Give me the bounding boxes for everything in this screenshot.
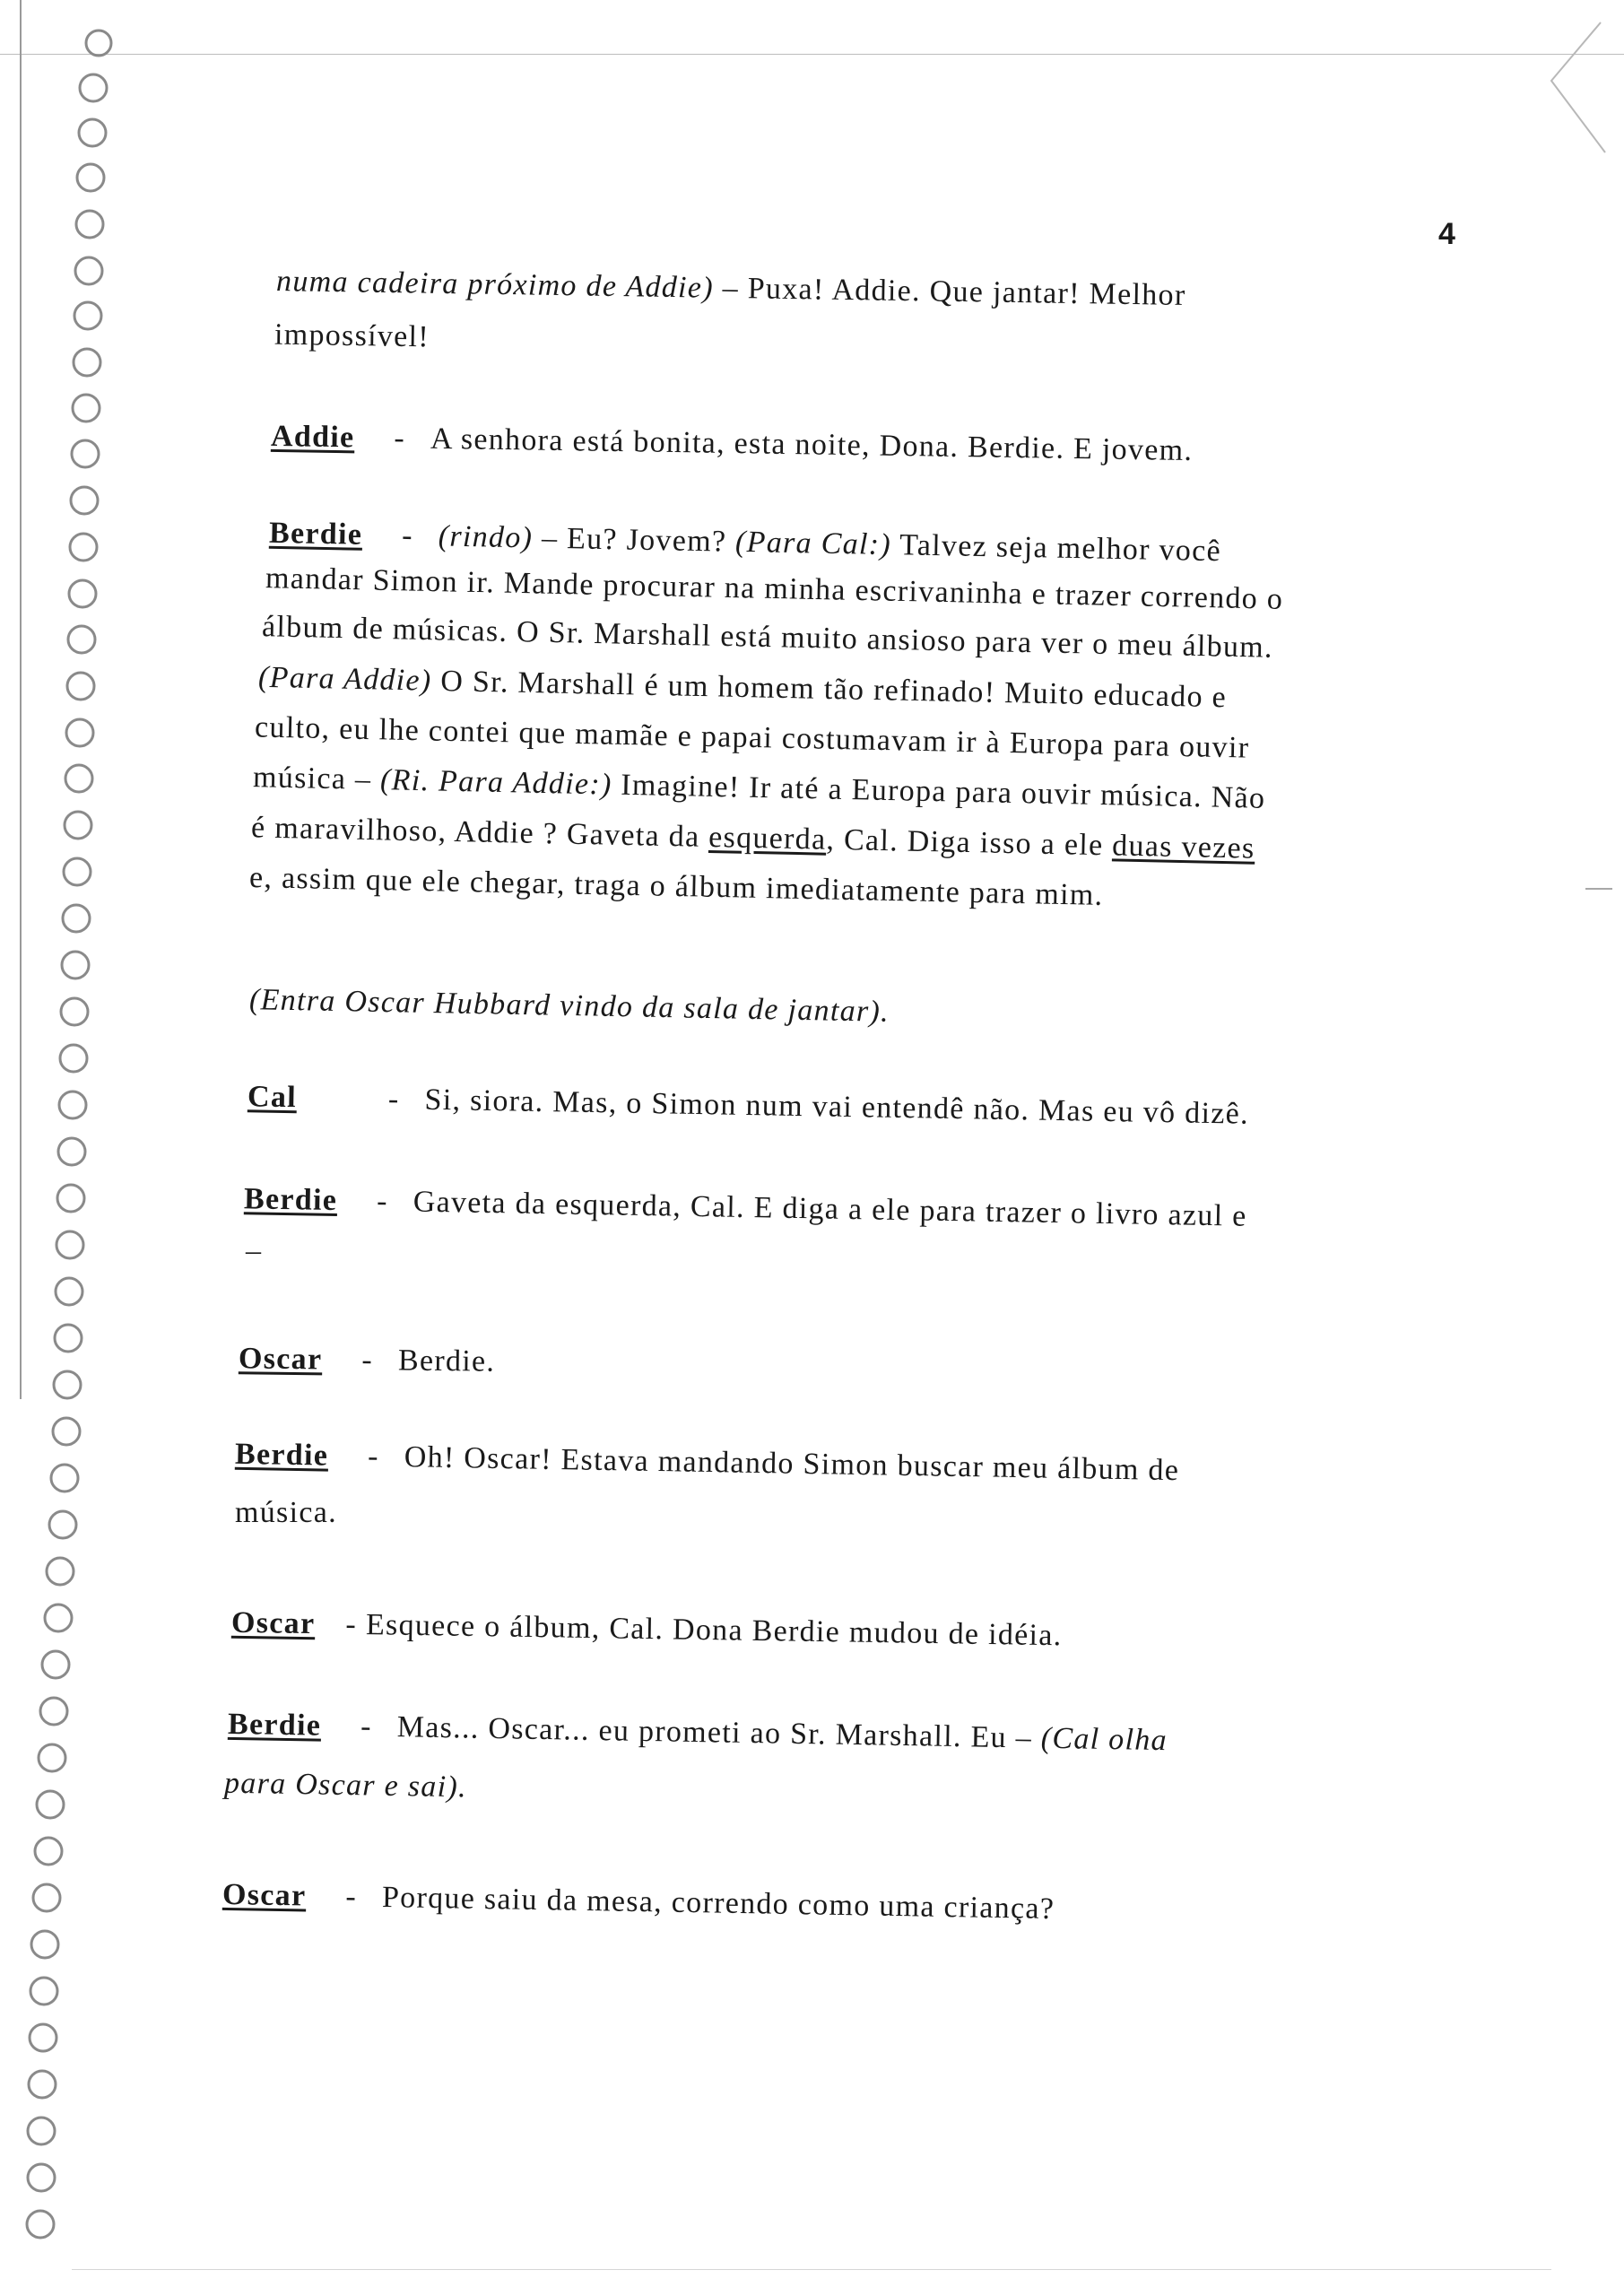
right-margin-tick (1585, 888, 1612, 890)
dialogue-text: Talvez seja melhor você (890, 528, 1222, 569)
dialogue-text: mandar Simon ir. Mande procurar na minha escrivaninha e trazer correndo o (265, 561, 1284, 616)
top-edge-rule (0, 54, 1624, 55)
dialogue-line (239, 1344, 496, 1377)
separator: - (360, 1709, 373, 1744)
underlined-text: esquerda (708, 820, 827, 857)
stage-direction: (Cal olha (1040, 1721, 1168, 1758)
text-line (246, 1236, 262, 1266)
dialogue-text: – Puxa! Addie. Que jantar! Melhor (713, 271, 1186, 312)
text-line (257, 660, 1228, 715)
separator: - (345, 1880, 358, 1914)
dialogue-text: Porque saiu da mesa, correndo como uma criança? (381, 1881, 1055, 1926)
text-line (235, 1498, 337, 1528)
dialogue-line (235, 1439, 1180, 1486)
corner-fold-mark (1515, 18, 1614, 161)
dialogue-text: Si, siora. Mas, o Simon num vai entendê não. Mas eu vô dizê. (424, 1083, 1250, 1131)
text-line (265, 563, 1284, 615)
dialogue-text: música. (235, 1496, 337, 1529)
dialogue-text: A senhora está bonita, esta noite, Dona. Berdie. E jovem. (430, 422, 1194, 468)
dialogue-text: é maravilhoso, Addie ? Gaveta da (250, 811, 709, 854)
speaker-name: Berdie (234, 1437, 329, 1473)
speaker-name: Berdie (268, 516, 363, 552)
underlined-text: duas vezes (1111, 829, 1255, 865)
separator: - (394, 422, 406, 456)
dialogue-text: Esquece o álbum, Cal. Dona Berdie mudou de idéia. (365, 1608, 1063, 1653)
text-line (274, 317, 430, 354)
stage-direction-line (249, 985, 890, 1028)
speaker-name: Oscar (238, 1342, 323, 1377)
dialogue-line (270, 419, 1194, 468)
dialogue-text: Oh! Oscar! Estava mandando Simon buscar meu álbum de (404, 1440, 1180, 1488)
dialogue-text: culto, eu lhe contei que mamãe e papai costumavam ir à Europa para ouvir (254, 710, 1250, 765)
dialogue-text: , Cal. Diga isso a ele (826, 822, 1113, 863)
stage-direction: para Oscar e sai). (223, 1766, 468, 1805)
separator: - (345, 1607, 358, 1641)
dialogue-text: Mas... Oscar... eu prometi ao Sr. Marshall. Eu – (396, 1710, 1042, 1755)
speaker-name: Addie (270, 419, 355, 455)
text-line (249, 863, 1104, 911)
text-line (276, 266, 1186, 311)
dialogue-line (244, 1184, 1247, 1232)
page-number: 4 (1438, 217, 1455, 251)
separator: - (367, 1439, 380, 1474)
stage-direction: numa cadeira próximo de Addie) (275, 265, 715, 305)
text-line (251, 813, 1255, 864)
dialogue-text: Imagine! Ir até a Europa para ouvir música. Não (612, 768, 1266, 815)
separator: - (376, 1184, 389, 1219)
separator: - (401, 518, 414, 552)
dash-mark: – (246, 1234, 263, 1267)
binder-holes (0, 0, 135, 2296)
text-line (262, 612, 1273, 664)
speaker-name: Oscar (230, 1605, 316, 1641)
stage-direction: (Para Cal:) (734, 525, 892, 562)
stage-direction: (Para Addie) (257, 660, 432, 698)
dialogue-text: e, assim que ele chegar, traga o álbum imediatamente para mim. (248, 861, 1104, 912)
speaker-name: Berdie (243, 1182, 338, 1218)
separator: - (361, 1343, 374, 1378)
bottom-edge-rule (72, 2269, 1551, 2270)
speaker-name: Berdie (227, 1707, 322, 1743)
dialogue-line (248, 1082, 1249, 1129)
dialogue-text: – Eu? Jovem? (532, 521, 736, 559)
speaker-name: Oscar (221, 1877, 307, 1913)
dialogue-text: O Sr. Marshall é um homem tão refinado! Muito educado e (431, 664, 1228, 715)
stage-direction: (rindo) (438, 519, 534, 555)
text-line (255, 712, 1250, 763)
dialogue-line (228, 1709, 1168, 1756)
dialogue-text: álbum de músicas. O Sr. Marshall está muito ansioso para ver o meu álbum. (261, 610, 1274, 665)
dialogue-line (230, 1605, 1063, 1653)
dialogue-text: Berdie. (397, 1344, 496, 1378)
dialogue-line (269, 518, 1222, 567)
text-line (223, 1766, 468, 1805)
stage-direction: (Ri. Para Addie:) (379, 763, 612, 802)
dialogue-text: impossível! (274, 317, 430, 354)
dialogue-text: Gaveta da esquerda, Cal. E diga a ele para trazer o livro azul e (413, 1185, 1247, 1233)
dialogue-text: música – (252, 761, 381, 797)
stage-direction: (Entra Oscar Hubbard vindo da sala de jantar). (248, 983, 890, 1029)
text-line (253, 762, 1266, 814)
dialogue-line (221, 1877, 1055, 1926)
speaker-name: Cal (247, 1080, 298, 1115)
separator: - (387, 1082, 400, 1117)
